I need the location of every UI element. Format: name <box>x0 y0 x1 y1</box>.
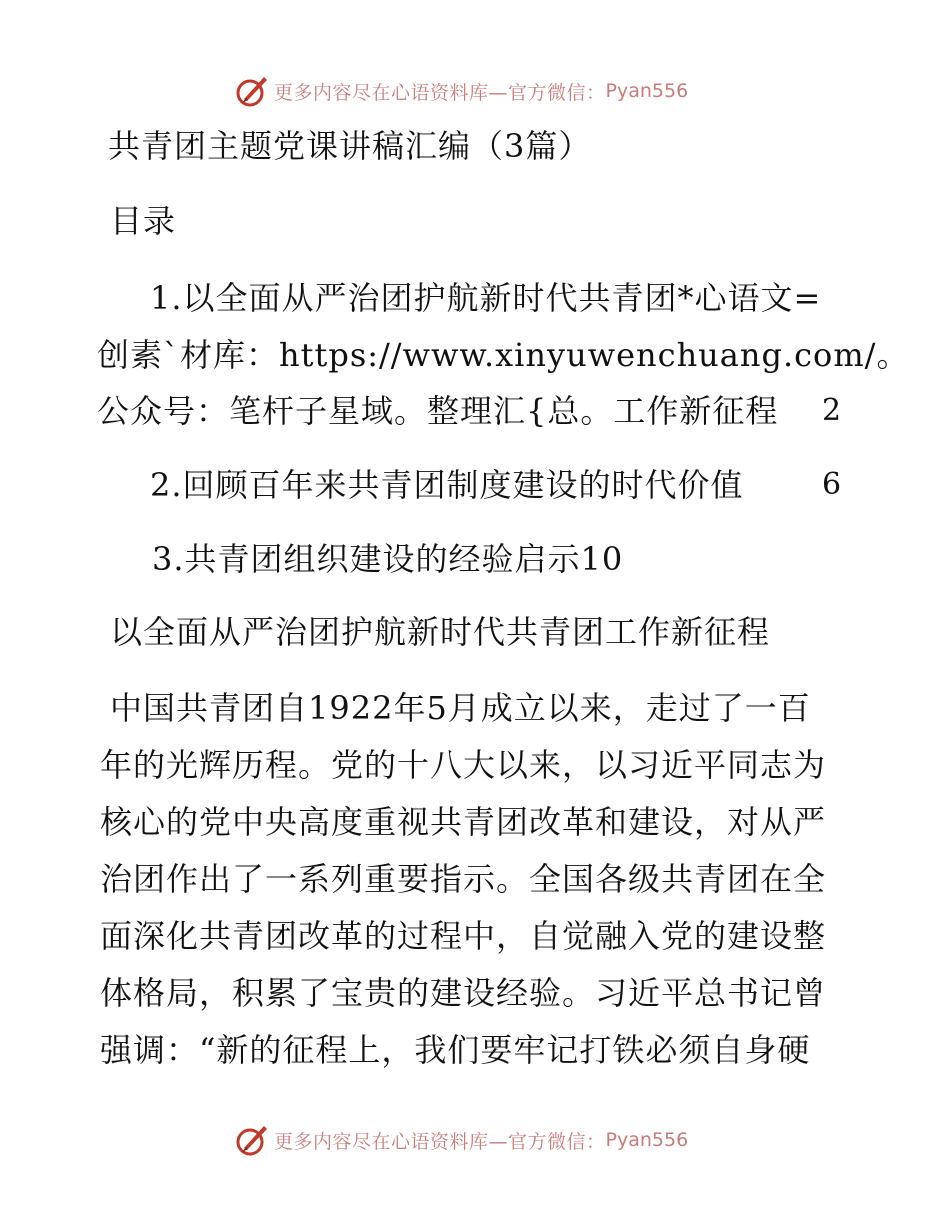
watermark-wechat-id: Pyan556 <box>605 1129 689 1151</box>
header-watermark <box>234 73 688 109</box>
document-title: 共青团主题党课讲稿汇编（3篇） <box>108 127 592 165</box>
quill-logo-icon <box>234 73 270 109</box>
section-title: 以全面从严治团护航新时代共青团工作新征程 <box>110 613 771 651</box>
toc-item-2-line1: 2.回顾百年来共青团制度建设的时代价值 <box>150 466 744 504</box>
toc-item-1-line2: 创素`材库：https://www.xinyuwenchuang.com/。 <box>97 336 910 374</box>
watermark-text: 更多内容尽在心语资料库—官方微信： <box>274 81 606 104</box>
body-line-7: 强调：“新的征程上，我们要牢记打铁必须自身硬 <box>100 1031 811 1069</box>
watermark-wechat-id: Pyan556 <box>605 80 689 102</box>
watermark-text: 更多内容尽在心语资料库—官方微信： <box>274 1130 606 1153</box>
toc-heading: 目录 <box>110 202 177 240</box>
toc-item-1-page: 2 <box>822 393 842 428</box>
body-line-5: 面深化共青团改革的过程中，自觉融入党的建设整 <box>100 917 827 955</box>
body-line-1: 中国共青团自1922年5月成立以来，走过了一百 <box>110 689 811 727</box>
footer-watermark <box>234 1122 688 1158</box>
toc-item-3-line1: 3.共青团组织建设的经验启示10 <box>152 540 624 578</box>
body-line-6: 体格局，积累了宝贵的建设经验。习近平总书记曾 <box>100 974 827 1012</box>
quill-logo-icon <box>234 1122 270 1158</box>
body-line-3: 核心的党中央高度重视共青团改革和建设，对从严 <box>100 803 827 841</box>
toc-item-1-line3: 公众号：笔杆子星域。整理汇{总。工作新征程 <box>97 392 779 430</box>
toc-item-2-page: 6 <box>822 467 842 502</box>
body-line-4: 治团作出了一系列重要指示。全国各级共青团在全 <box>100 860 827 898</box>
toc-item-1-line1: 1.以全面从严治团护航新时代共青团*心语文= <box>150 279 822 317</box>
body-line-2: 年的光辉历程。党的十八大以来，以习近平同志为 <box>100 746 827 784</box>
